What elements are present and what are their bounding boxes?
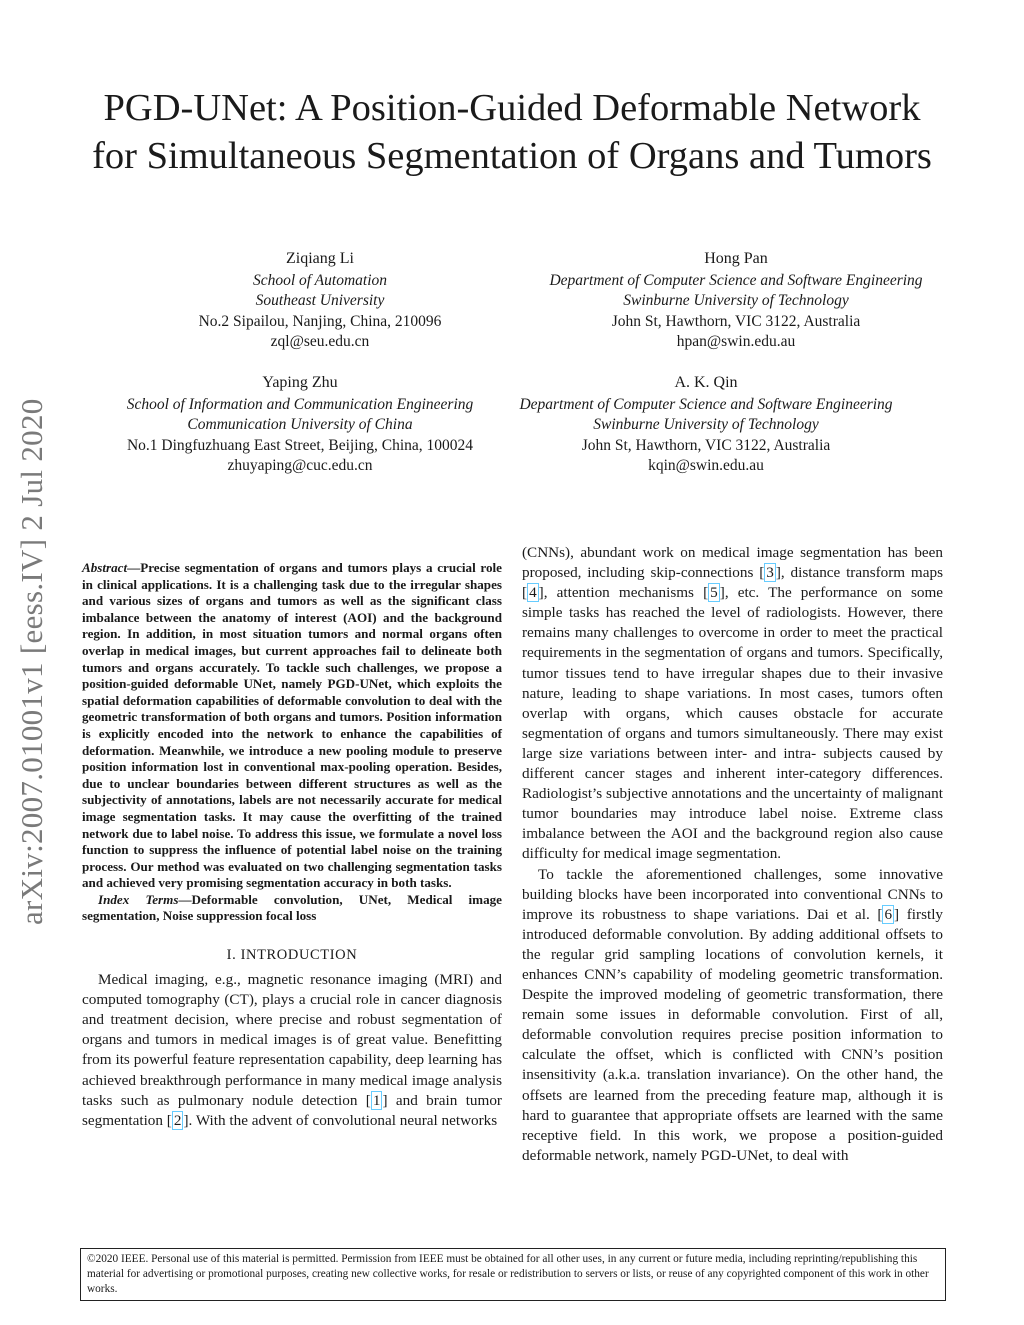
section-heading-introduction [82,947,502,964]
author-institution: Swinburne University of Technology [623,292,849,309]
author-name: Yaping Zhu [262,374,338,391]
citation-link[interactable]: 4 [529,584,537,602]
index-terms-label: Index Terms [98,891,179,907]
citation-link[interactable]: 5 [710,584,718,602]
section-title-initial: I [240,947,246,964]
intro-paragraph-1-continued: (CNNs), abundant work on medical image segmentation has been proposed, including skip-connections [ 3 ], distance transform maps [ 4 ], attention mechanisms [ 5 ], etc. The performance on some simple tasks has reached the level of radiologists. However, there remains many challenges to overcome in order to meet the practical requirements in the segmentation of organs and tumors. Specifically, tumor tissues tend to have irregular shapes due to their invasive nature, leading to shape variations. In most cases, tumors often overlap with organs, which causes obstacle for accurate segmentation of organs and tumors simultaneously. There may exist large size variations between inter- and intra- subjects caused by different cancer stages and inherent inter-category differences. Radiologist’s subjective annotations and the uncertainty of malignant tumor boundaries may introduce label noise. Extreme class imbalance between the AOI and the background region also cause difficulty for medical image segmentation. [522,544,944,863]
author-address: John St, Hawthorn, VIC 3122, Australia [581,436,831,454]
right-column [522,543,943,1166]
citation-link[interactable]: 3 [766,564,774,582]
citation-link[interactable]: 6 [884,905,893,923]
author-email[interactable]: kqin@swin.edu.au [648,457,764,474]
abstract-label: Abstract [82,560,128,575]
author-address: John St, Hawthorn, VIC 3122, Australia [611,312,861,330]
author-department: School of Automation [252,271,388,289]
author-email[interactable]: zhuyaping@cuc.edu.cn [227,457,373,474]
author-email[interactable]: zql@seu.edu.cn [270,333,370,350]
author-email[interactable]: hpan@swin.edu.au [676,333,796,350]
author-institution: Communication University of China [187,416,413,433]
index-terms-text: —Deformable convolution, UNet, Medical image segmentation, Noise suppression focal loss [82,891,502,924]
text-run: , attention mechanisms [543,584,704,602]
author-block-2 [526,249,946,353]
text-run: and brain tumor segmentation [82,1091,502,1129]
author-name: Hong Pan [704,250,768,267]
text-run: Medical imaging, e.g., magnetic resonance imaging (MRI) and computed tomography (CT), plays a crucial role in cancer diagnosis and treatment decision, where precise and robust segmentation of organs and tumors in medical images is of great value. Benefitting from its powerful feature representation capability, deep learning has achieved breakthrough performance in many medical image analysis tasks such as pulmonary nodule detection [82,971,502,1109]
index-terms [82,892,502,925]
abstract [82,560,502,892]
author-block-3 [70,373,530,477]
intro-paragraph-2: To tackle the aforementioned challenges, some innovative building blocks have been incorporated into conventional CNNs to improve its robustness to shape variations. Dai et al. [ 6 ] firstly introduced deformable convolution. By adding additional offsets to the regular grid sampling locations of convolution kernels, it enhances CNN’s capability of modeling geometric transformation. Despite the improved modeling of geometric transformation, there remain some issues in deformable convolution. First of all, deformable convolution requires precise position information to calculate the offset, which is conflicted with CNN’s position insensitivity (a.k.a. translation invariance). On the other hand, the offsets are learned from the preceding feature map, although it is hard to guarantee that appropriate offsets are learned with the same receptive field. In this work, we propose a position-guided deformable network, namely PGD-UNet, to deal with [522,865,944,1164]
intro-paragraph-1: Medical imaging, e.g., magnetic resonance imaging (MRI) and computed tomography (CT), plays a crucial role in cancer diagnosis and treatment decision, where precise and robust segmentation of organs and tumors in medical images is of great value. Benefitting from its powerful feature representation capability, deep learning has achieved breakthrough performance in many medical image analysis tasks such as pulmonary nodule detection [ 1 ] and brain tumor segmentation [ 2 ]. With the advent of convolutional neural networks [82,971,502,1129]
copyright-notice: ©2020 IEEE. Personal use of this material is permitted. Permission from IEEE must be obtained for all other uses, in any current or future media, including reprinting/republishing this material for advertising or promotional purposes, creating new collective works, for resale or redistribution to servers or lists, or reuse of any copyrighted component of this work in other works. [80,1248,946,1301]
text-run: . With the advent of convolutional neural networks [188,1111,498,1129]
abstract-text: —Precise segmentation of organs and tumors plays a crucial role in clinical applications. It is a challenging task due to the irregular shapes and various sizes of organs and tumors as well as the significant class imbalance between the anatomy of interest (AOI) and the background region. In addition, in most situation tumors and normal organs often overlap in medical images, but current approaches fail to delineate both tumors and organs accurately. To tackle such challenges, we propose a position-guided deformable UNet, namely PGD-UNet, which exploits the spatial deformation capabilities of deformable convolution to deal with the geometric transformation of both organs and tumors. Position information is explicitly encoded into the network to enhance the capabilities of deformation. Meanwhile, we introduce a new pooling module to preserve position information lost in conventional max-pooling operation. Besides, due to unclear boundaries between different structures as well as the subjectivity of annotations, labels are not necessarily accurate for medical image segmentation tasks. It may cause the overfitting of the trained network due to label noise. To address this issue, we formulate a novel loss function to suppress the influence of potential label noise on the training process. Our method was evaluated on two challenging segmentation tasks and achieved very promising segmentation accuracy in both tasks. [82,560,502,891]
author-name: A. K. Qin [674,374,738,391]
author-block-4 [496,373,916,477]
arxiv-identifier[interactable]: arXiv:2007.01001v1 [eess.IV] 2 Jul 2020 [14,398,49,926]
author-department: School of Information and Communication Engineering [126,395,474,413]
text-run: firstly introduced deformable convolution. By adding additional offsets to the regular grid sampling locations of convolution kernels, it enhances CNN’s capability of modeling geometric transformation. Despite the improved modeling of geometric transformation, there remain some issues in deformable convolution. First of all, deformable convolution requires precise position information to calculate the offset, which is conflicted with CNN’s position insensitivity (a.k.a. translation invariance). On the other hand, the offsets are learned from the preceding feature map, although it is hard to guarantee that appropriate offsets are learned with the same receptive field. In this work, we propose a position-guided deformable network, namely PGD-UNet, to deal with [522,905,944,1164]
citation-link[interactable]: 2 [173,1111,182,1129]
author-address: No.1 Dingfuzhuang East Street, Beijing, China, 100024 [126,436,474,454]
author-department: Department of Computer Science and Software Engineering [519,395,893,413]
section-number: I. [226,947,237,964]
citation-link[interactable]: 1 [372,1091,381,1109]
author-address: No.2 Sipailou, Nanjing, China, 210096 [198,312,442,330]
text-run: , distance transform maps [780,564,943,582]
author-department: Department of Computer Science and Software Engineering [549,271,923,289]
paper-title: PGD-UNet: A Position-Guided Deformable Network for Simultaneous Segmentation of Organs and Tumors [92,87,932,177]
author-name: Ziqiang Li [286,250,354,267]
section-title-rest: NTRODUCTION [246,947,358,964]
text-run: To tackle the aforementioned challenges, some innovative building blocks have been incorporated into conventional CNNs to improve its robustness to shape variations. Dai et al. [522,865,943,923]
author-institution: Southeast University [255,292,385,309]
text-run: , etc. The performance on some simple tasks has reached the level of radiologists. However, there remains many challenges to overcome in order to meet the practical requirements in the segmentation of organs and tumors. Specifically, tumor tissues tend to have irregular shapes due to their invasive nature, leading to shape variations. In most cases, tumors often overlap with organs, which causes obstacle for accurate segmentation of organs and tumors simultaneously. There may exist large size variations between inter- and intra- subjects caused by different cancer stages and inherent inter-category differences. Radiologist’s subjective annotations and the uncertainty of malignant tumor boundaries may introduce label noise. Extreme class imbalance between the AOI and the background region also cause difficulty for medical image segmentation. [522,584,944,863]
author-institution: Swinburne University of Technology [593,416,819,433]
text-run: (CNNs), abundant work on medical image segmentation has been proposed, including skip-connections [522,544,943,582]
author-block-1 [120,249,520,353]
left-column [82,560,502,1131]
